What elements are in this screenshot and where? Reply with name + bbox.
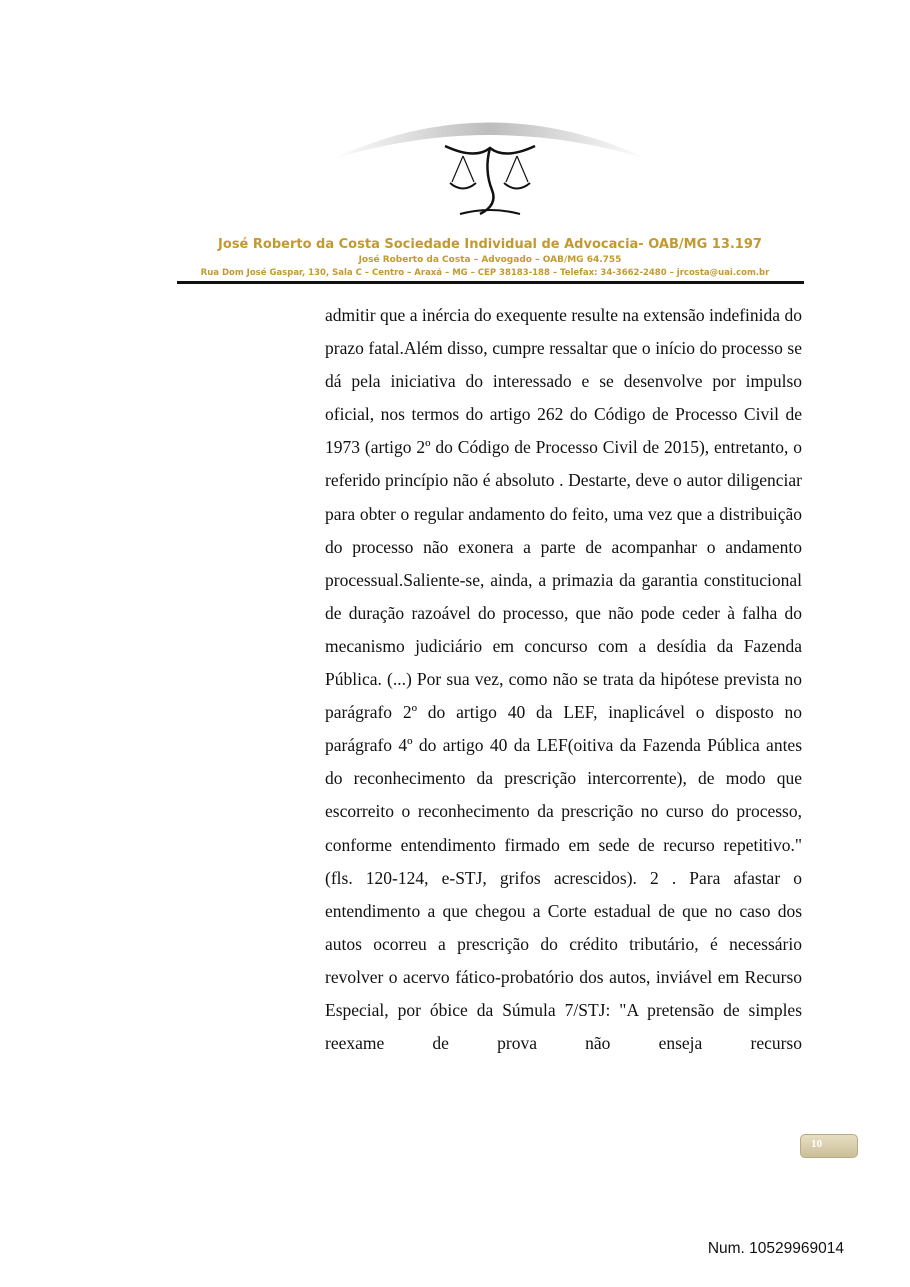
- text-line: constitucional de duração razoável do processo, que não pode: [325, 569, 803, 623]
- text-line: Processo Civil de 2015), entretanto, o referido princípio não é: [325, 437, 802, 491]
- text-line: conforme entendimento firmado em sede de recurso: [325, 834, 715, 855]
- page-number-badge: [800, 1134, 858, 1158]
- text-line: trata da hipótese prevista no parágrafo 2º do artigo 40 da: [325, 669, 802, 723]
- text-line: Código de Processo Civil de 1973 (artigo 2º do Código de: [325, 404, 802, 458]
- text-line: absoluto . Destarte, deve o autor diligenciar para obter o: [325, 470, 802, 524]
- text-line: LEF(oitiva da Fazenda Pública antes do reconhecimento da: [325, 735, 803, 789]
- document-number: Num. 10529969014: [707, 1240, 844, 1257]
- text-line: desenvolve por impulso oficial, nos termos do artigo 262 do: [325, 371, 803, 425]
- page-number: 10: [811, 1138, 822, 1150]
- text-line: inviável em Recurso Especial, por óbice da Súmula 7/STJ:: [325, 966, 803, 1020]
- text-line: afastar o entendimento a que chegou a Corte estadual de que: [325, 867, 802, 921]
- body-paragraph: [325, 299, 802, 1060]
- text-line: admitir que a inércia do exequente resulte na extensão: [325, 305, 705, 325]
- text-line: prescrição intercorrente), de modo que escorreito o: [325, 768, 802, 822]
- header-divider: [177, 281, 804, 284]
- text-line: reconhecimento da prescrição no curso do processo,: [417, 801, 802, 822]
- text-line: desídia da Fazenda Pública. (...) Por sua vez, como não se: [325, 635, 803, 690]
- text-line: necessário revolver o acervo fático-probatório dos autos,: [325, 933, 802, 987]
- text-line: indefinida do prazo fatal.Além disso, cumpre ressaltar que o: [325, 305, 802, 359]
- firm-name: José Roberto da Costa Sociedade Individual de Advocacia- OAB/MG 13.197: [218, 237, 762, 252]
- text-line: processo não exonera a parte de acompanhar o andamento: [352, 536, 802, 557]
- address-line: Rua Dom José Gaspar, 130, Sala C – Centro – Araxá – MG – CEP 38183-188 – Telefax: 34-3662-2480 – jrcosta@uai.com.br: [200, 268, 770, 278]
- text-line: LEF, inaplicável o disposto no parágrafo 4º do artigo 40 da: [325, 702, 803, 756]
- scales-of-justice-icon: [320, 110, 660, 230]
- text-line: ceder à falha do mecanismo judiciário em concurso com a: [325, 602, 802, 656]
- text-line: repetitivo." (fls. 120-124, e-STJ, grifos acrescidos). 2 . Para: [325, 834, 802, 888]
- text-line: início do processo se dá pela iniciativa do interessado e se: [325, 338, 802, 392]
- text-line: no caso dos autos ocorreu a prescrição do crédito tributário, é: [325, 900, 803, 954]
- text-line: processual.Saliente-se, ainda, a primazia da garantia: [325, 569, 698, 590]
- lawyer-line: José Roberto da Costa – Advogado – OAB/MG 64.755: [358, 255, 622, 265]
- text-line: "A pretensão de simples reexame de prova não enseja recurso: [325, 999, 803, 1054]
- text-line: regular andamento do feito, uma vez que a distribuição do: [325, 503, 803, 557]
